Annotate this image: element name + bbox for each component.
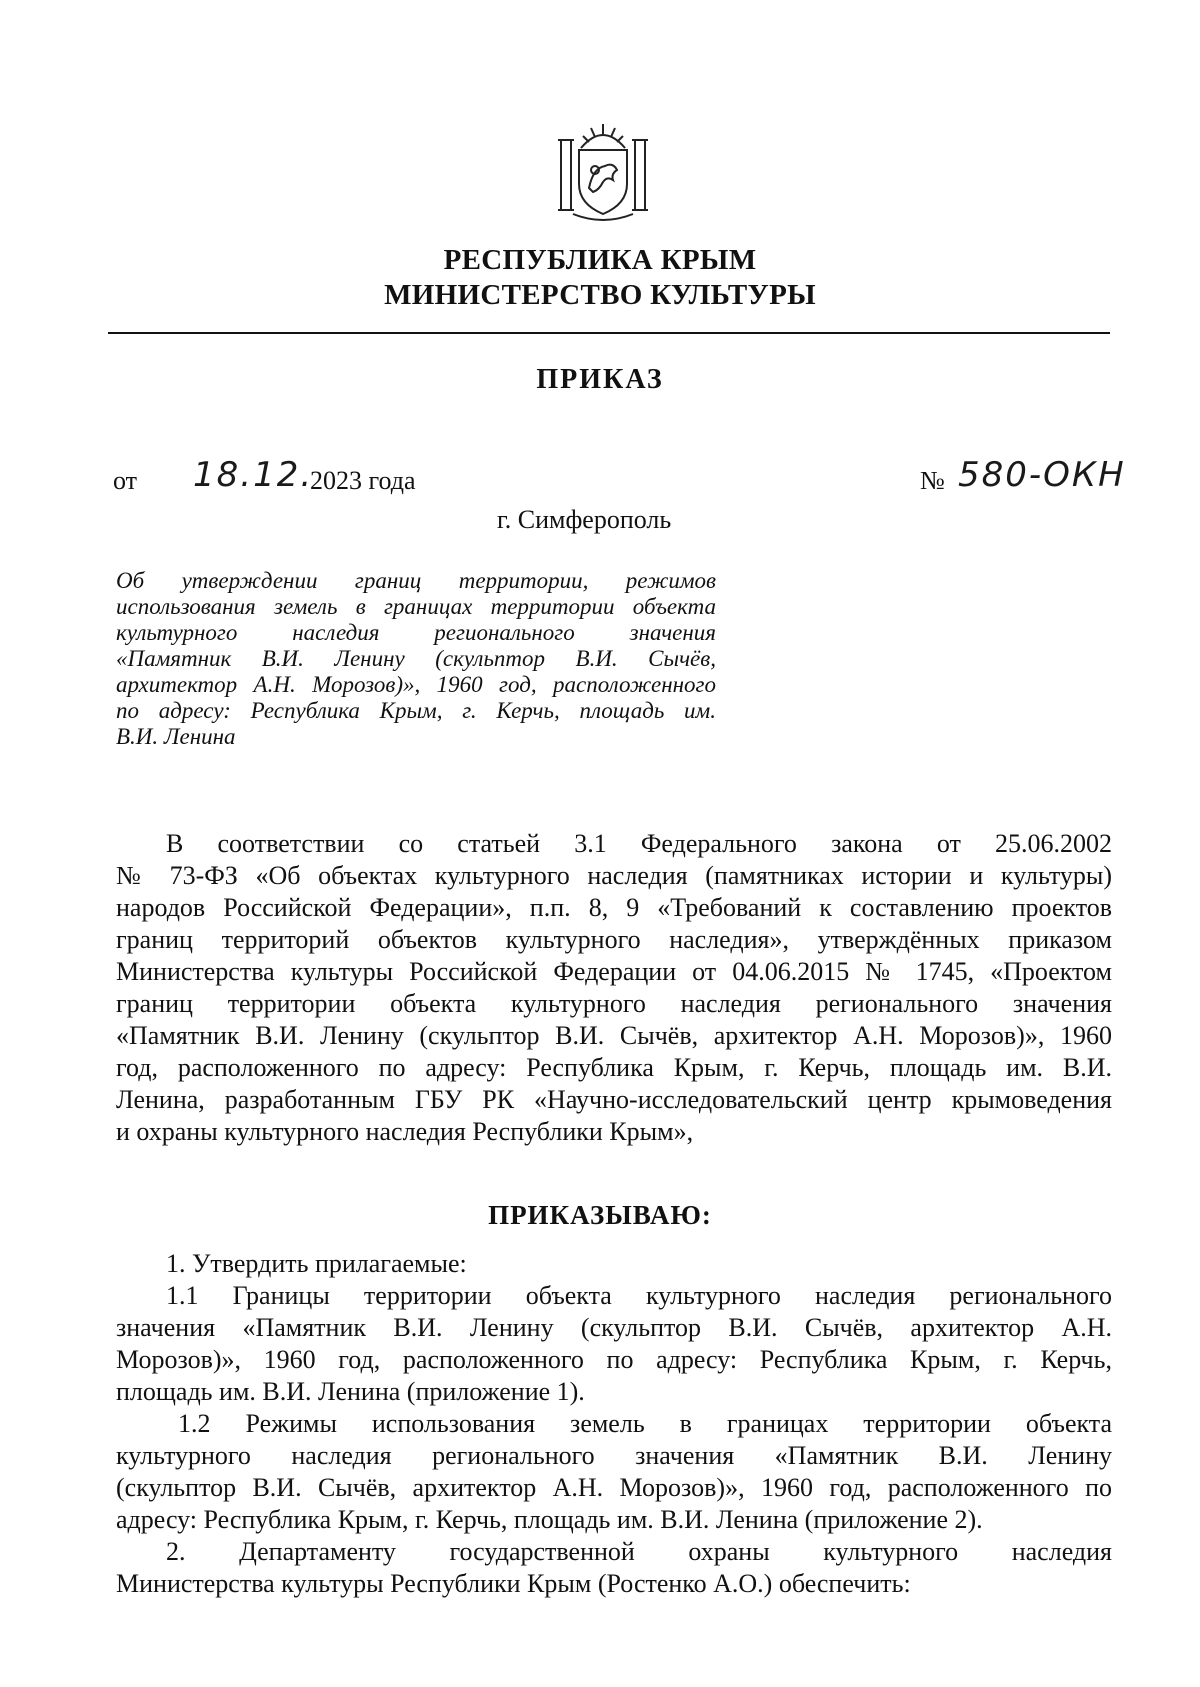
item-2-line: 2. Департаменту государственной охраны культурного наследия — [166, 1537, 1112, 1566]
header-divider — [108, 332, 1110, 334]
subject-line: использования земель в границах территории объекта — [116, 594, 716, 619]
subject-line: архитектор А.Н. Морозов)», 1960 год, расположенного — [116, 672, 716, 697]
item-1-2-line: 1.2 Режимы использования земель в границах территории объекта — [178, 1409, 1112, 1438]
subject-line: «Памятник В.И. Ленину (скульптор В.И. Сычёв, — [116, 646, 716, 671]
order-items — [116, 1248, 1112, 1600]
item-1-1-line: значения «Памятник В.И. Ленину (скульптор В.И. Сычёв, архитектор А.Н. — [116, 1313, 1112, 1342]
date-year: 2023 года — [310, 466, 416, 495]
preamble-line: В соответствии со статьей 3.1 Федерального закона от 25.06.2002 — [166, 829, 1112, 858]
preamble-line: народов Российской Федерации», п.п. 8, 9 «Требований к составлению проектов — [116, 893, 1112, 922]
order-directive-word: ПРИКАЗЫВАЮ: — [488, 1200, 712, 1230]
city: г. Симферополь — [497, 505, 672, 534]
item-1-1-line: Морозов)», 1960 год, расположенного по адресу: Республика Крым, г. Керчь, — [116, 1345, 1112, 1374]
handwritten-date: 18.12. — [193, 455, 314, 495]
preamble-line: «Памятник В.И. Ленину (скульптор В.И. Сычёв, архитектор А.Н. Морозов)», 1960 — [116, 1021, 1112, 1050]
item-1: 1. Утвердить прилагаемые: — [166, 1249, 467, 1278]
date-prefix: от — [113, 466, 138, 495]
subject-line: культурного наследия регионального значения — [116, 620, 716, 645]
preamble-line: № 73-ФЗ «Об объектах культурного наследия (памятниках истории и культуры) — [116, 861, 1112, 890]
preamble-line: и охраны культурного наследия Республики Крым», — [116, 1117, 694, 1146]
org-name-line1: РЕСПУБЛИКА КРЫМ — [443, 244, 757, 276]
preamble-line: Ленина, разработанным ГБУ РК «Научно-исследовательский центр крымоведения — [116, 1085, 1112, 1114]
number-prefix: № — [920, 466, 945, 495]
item-2-line: Министерства культуры Республики Крым (Ростенко А.О.) обеспечить: — [116, 1569, 911, 1598]
item-1-2-line: культурного наследия регионального значения «Памятник В.И. Ленину — [116, 1441, 1112, 1470]
preamble-paragraph — [116, 828, 1112, 1148]
doc-type-title: ПРИКАЗ — [536, 364, 664, 395]
subject-line: Об утверждении границ территории, режимов — [116, 568, 716, 593]
item-1-2-line: (скульптор В.И. Сычёв, архитектор А.Н. Морозов)», 1960 год, расположенного по — [116, 1473, 1112, 1502]
item-1-1-line: 1.1 Границы территории объекта культурного наследия регионального — [166, 1281, 1112, 1310]
item-1-2-line: адресу: Республика Крым, г. Керчь, площадь им. В.И. Ленина (приложение 2). — [116, 1505, 983, 1534]
subject-line: по адресу: Республика Крым, г. Керчь, площадь им. — [116, 698, 716, 723]
preamble-line: границ территорий объектов культурного наследия», утверждённых приказом — [116, 925, 1112, 954]
order-subject — [116, 568, 716, 750]
org-name-line2: МИНИСТЕРСТВО КУЛЬТУРЫ — [384, 279, 816, 311]
preamble-line: границ территории объекта культурного наследия регионального значения — [116, 989, 1112, 1018]
preamble-line: Министерства культуры Российской Федерации от 04.06.2015 № 1745, «Проектом — [116, 957, 1112, 986]
item-1-1-line: площадь им. В.И. Ленина (приложение 1). — [116, 1377, 585, 1406]
subject-line: В.И. Ленина — [116, 724, 236, 749]
preamble-line: год, расположенного по адресу: Республика Крым, г. Керчь, площадь им. В.И. — [116, 1053, 1112, 1082]
handwritten-order-number: 580-ОКН — [958, 455, 1126, 495]
coat-of-arms-emblem — [553, 118, 653, 228]
